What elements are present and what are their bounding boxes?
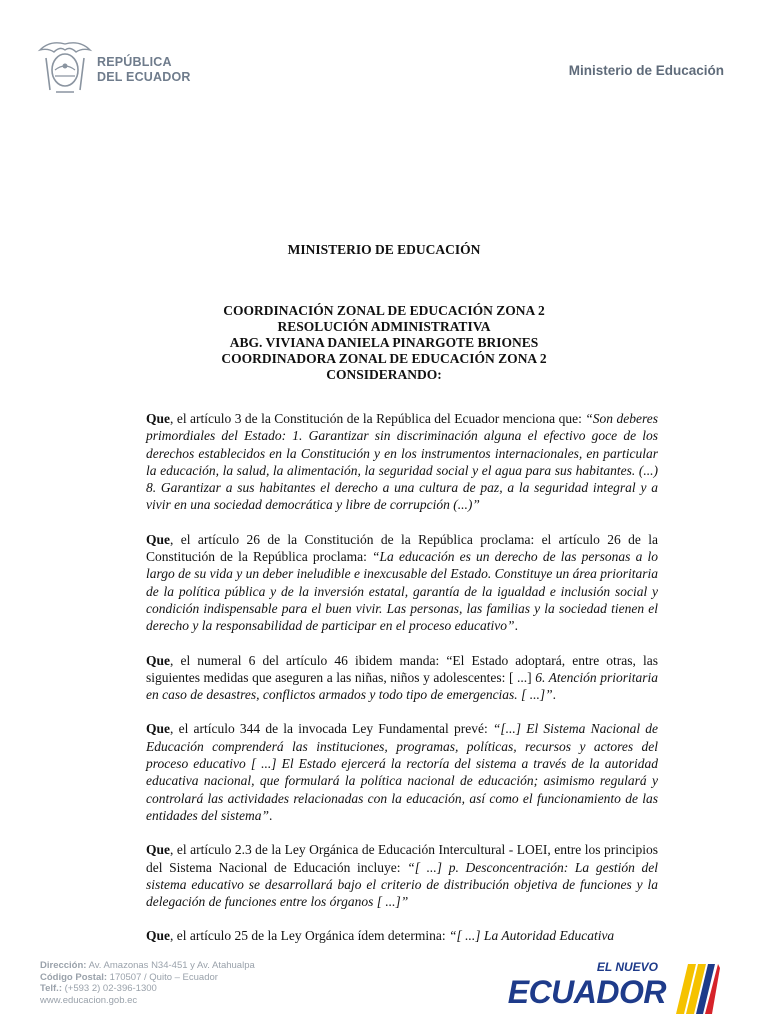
subtitle-line: COORDINADORA ZONAL DE EDUCACIÓN ZONA 2 bbox=[221, 351, 547, 366]
coat-of-arms-icon bbox=[36, 36, 94, 96]
document-title: MINISTERIO DE EDUCACIÓN bbox=[287, 242, 481, 257]
document-body bbox=[146, 410, 658, 962]
document-subtitle-block bbox=[0, 303, 768, 383]
republic-name bbox=[97, 55, 191, 85]
considerando-paragraph: Que, el artículo 25 de la Ley Orgánica ídem determina: “[ ...] La Autoridad Educativa bbox=[146, 928, 615, 944]
considerando-paragraph: Que, el artículo 3 de la Constitución de la República del Ecuador menciona que: “Son deberes primordiales del Estado: 1. Garantizar sin discriminación alguna el efectivo goce de los derechos establecidos en la Constitución y en los instrumentos internacionales, en particular la educación, la salud, la alimentación, la seguridad social y el agua para sus habitantes. (...) 8. Garantizar a sus habitantes el derecho a una cultura de paz, a la seguridad integral y a vivir en una sociedad democrática y libre de corrupción (...)” bbox=[146, 411, 658, 513]
considerando-paragraph: Que, el artículo 2.3 de la Ley Orgánica de Educación Intercultural - LOEI, entre los principios del Sistema Nacional de Educación incluye: “[ ...] p. Desconcentración: La gestión del sistema educativo se desarrollará bajo el criterio de distribución objetiva de funciones y la delegación de funciones entre los órganos [ ...]” bbox=[146, 842, 658, 910]
subtitle-line: ABG. VIVIANA DANIELA PINARGOTE BRIONES bbox=[229, 335, 539, 350]
subtitle-line: COORDINACIÓN ZONAL DE EDUCACIÓN ZONA 2 bbox=[223, 303, 545, 318]
page-footer bbox=[0, 950, 768, 1024]
footer-address: Dirección: Av. Amazonas N34-451 y Av. Atahualpa bbox=[40, 960, 255, 971]
footer-contact bbox=[40, 960, 255, 1006]
flag-stripes-icon bbox=[666, 962, 720, 1016]
logo-wordmark: ECUADOR bbox=[507, 974, 666, 1010]
subtitle-line: RESOLUCIÓN ADMINISTRATIVA bbox=[277, 319, 491, 334]
considerando-paragraph: Que, el numeral 6 del artículo 46 ibidem manda: “El Estado adoptará, entre otras, las siguientes medidas que aseguren a las niñas, niños y adolescentes: [ ...] 6. Atención prioritaria en caso de desastres, conflictos armados y todo tipo de emergencias. [ ...]”. bbox=[146, 652, 658, 703]
el-nuevo-ecuador-logo bbox=[507, 958, 720, 1018]
considerando-paragraph: Que, el artículo 26 de la Constitución de la República proclama: el artículo 26 de la Constitución de la República proclama: “La educación es un derecho de las personas a lo largo de su vida y un deber ineludible e inexcusable del Estado. Constituye un área prioritaria de la política pública y de la inversión estatal, garantía de la igualdad e inclusión social y condición indispensable para el buen vivir. Las personas, las familias y la sociedad tienen el derecho y la responsabilidad de participar en el proceso educativo”. bbox=[146, 531, 658, 634]
ministry-header-name: Ministerio de Educación bbox=[568, 63, 724, 78]
footer-phone: Telf.: (+593 2) 02-396-1300 bbox=[40, 983, 157, 994]
page-header bbox=[0, 0, 768, 110]
logo-tagline: EL NUEVO bbox=[596, 960, 658, 974]
footer-postal: Código Postal: 170507 / Quito – Ecuador bbox=[40, 971, 218, 983]
republic-line-2: DEL ECUADOR bbox=[97, 70, 191, 84]
footer-website[interactable]: www.educacion.gob.ec bbox=[40, 994, 138, 1006]
subtitle-line: CONSIDERANDO: bbox=[326, 367, 442, 382]
republic-line-1: REPÚBLICA bbox=[97, 55, 172, 69]
considerando-paragraph: Que, el artículo 344 de la invocada Ley Fundamental prevé: “[...] El Sistema Nacional de Educación comprenderá las instituciones, programas, políticas, recursos y actores del proceso educativo [ ...] El Estado ejercerá la rectoría del sistema a través de la autoridad educativa nacional, que formulará la política nacional de educación; asimismo regulará y controlará las actividades relacionadas con la educación, así como el funcionamiento de las entidades del sistema”. bbox=[146, 721, 659, 823]
